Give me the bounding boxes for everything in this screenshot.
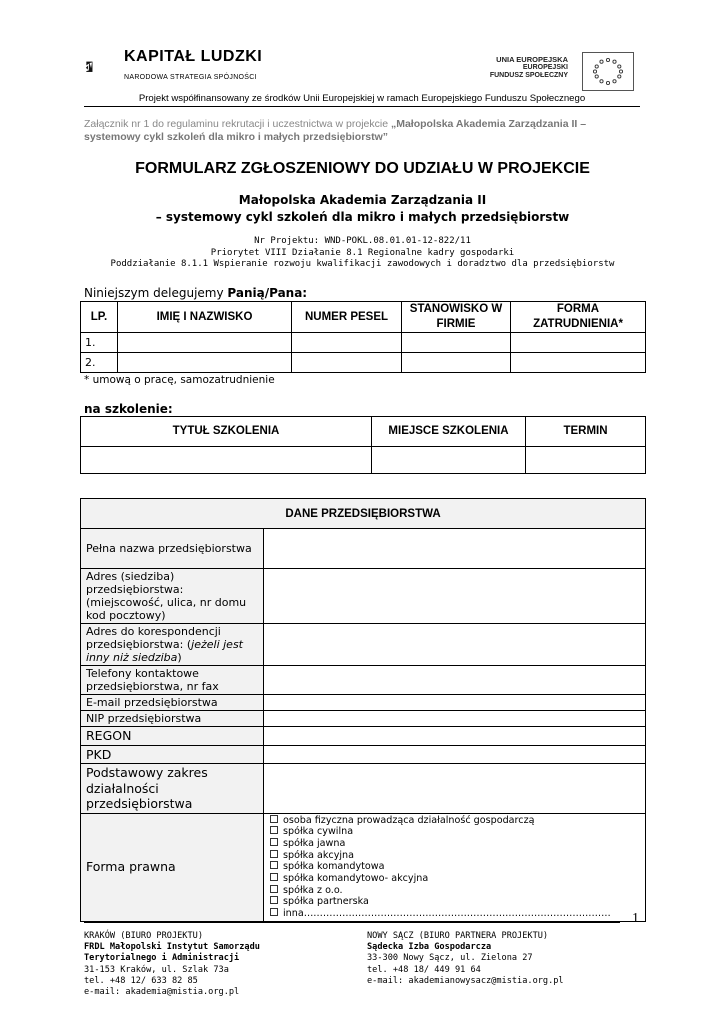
footer-divider xyxy=(84,922,620,923)
regon-field[interactable] xyxy=(264,727,646,746)
name-field[interactable] xyxy=(118,353,292,373)
project-subaction: Poddziałanie 8.1.1 Wspieranie rozwoju kwalifikacji zawodowych i doradztwo dla przedsiębiorstw xyxy=(110,259,615,269)
footer-right-line2 xyxy=(367,942,564,953)
email-field[interactable] xyxy=(264,695,646,711)
legal-option[interactable] xyxy=(270,908,639,920)
participants-table xyxy=(80,301,646,373)
legal-option[interactable] xyxy=(270,896,639,908)
employment-field[interactable] xyxy=(511,333,646,353)
project-priority: Priorytet VIII Działanie 8.1 Regionalne kadry gospodarki xyxy=(210,247,515,258)
employment-field[interactable] xyxy=(511,353,646,373)
checkbox-icon[interactable] xyxy=(270,896,278,904)
label-address: Adres (siedziba) przedsiębiorstwa: (miejscowość, ulica, nr domu kod pocztowy) xyxy=(81,569,264,624)
row-number: 2. xyxy=(81,353,118,373)
kapital-ludzki-title: KAPITAŁ LUDZKI xyxy=(124,48,263,65)
name-field[interactable] xyxy=(118,333,292,353)
legal-option-label: spółka komandytowo- akcyjna xyxy=(283,873,429,885)
subtitle-line2: – systemowy cykl szkoleń dla mikro i małych przedsiębiorstw xyxy=(155,210,570,224)
training-table xyxy=(80,416,646,474)
label-scope: Podstawowy zakres działalności przedsiębiorstwa xyxy=(81,764,264,814)
subtitle-line1: Małopolska Akademia Zarządzania II xyxy=(238,193,487,207)
label-nip: NIP przedsiębiorstwa xyxy=(81,711,264,727)
training-term-field[interactable] xyxy=(526,447,646,474)
header-name: IMIĘ I NAZWISKO xyxy=(118,302,292,333)
header-position: STANOWISKO W FIRMIE xyxy=(402,302,511,333)
footer-right-line4: tel. +48 18/ 449 91 64 xyxy=(367,964,481,975)
eu-flag-icon xyxy=(582,52,634,91)
legal-option-label: spółka cywilna xyxy=(283,826,354,838)
corr-prefix: Adres do korespondencji przedsiębiorstwa: ( xyxy=(86,625,221,651)
attachment-project-name: „Małopolska Akademia Zarządzania II – systemowy cykl szkoleń dla mikro i małych przedsiębiorstw” xyxy=(84,118,587,143)
label-full-name: Pełna nazwa przedsiębiorstwa xyxy=(81,529,264,569)
legal-option[interactable] xyxy=(270,873,639,885)
phones-field[interactable] xyxy=(264,666,646,695)
company-table xyxy=(80,498,646,922)
footer-right-line5: e-mail: akademianowysacz@mistia.org.pl xyxy=(367,975,564,986)
checkbox-icon[interactable] xyxy=(270,850,278,858)
label-email: E-mail przedsiębiorstwa xyxy=(81,695,264,711)
position-field[interactable] xyxy=(402,353,511,373)
legal-option[interactable] xyxy=(270,815,639,827)
legal-option-label: spółka partnerska xyxy=(283,896,369,908)
footer-left xyxy=(84,931,260,998)
legal-option-label: inna…………………………………………………………………………………… xyxy=(283,908,611,920)
footer-left-line2 xyxy=(84,942,260,953)
checkbox-icon[interactable] xyxy=(270,838,278,846)
legal-option-label: spółka komandytowa xyxy=(283,861,385,873)
eu-line3: FUNDUSZ SPOŁECZNY xyxy=(489,72,568,79)
legal-option-label: spółka z o.o. xyxy=(283,884,343,896)
legal-form-options xyxy=(264,813,646,921)
employment-footnote: * umową o pracę, samozatrudnienie xyxy=(84,374,275,386)
form-title: FORMULARZ ZGŁOSZENIOWY DO UDZIAŁU W PROJEKCIE xyxy=(135,160,590,177)
header-training-place: MIEJSCE SZKOLENIA xyxy=(372,417,526,447)
footer-left-org2: Terytorialnego i Administracji xyxy=(84,953,240,964)
header-training-title: TYTUŁ SZKOLENIA xyxy=(81,417,372,447)
header-employment: FORMA ZATRUDNIENIA* xyxy=(511,302,646,333)
correspondence-field[interactable] xyxy=(264,624,646,666)
header-lp: LP. xyxy=(81,302,118,333)
legal-option[interactable] xyxy=(270,885,639,897)
checkbox-icon[interactable] xyxy=(270,873,278,881)
legal-option[interactable] xyxy=(270,850,639,862)
header-pesel: NUMER PESEL xyxy=(292,302,402,333)
kapital-ludzki-subtitle: NARODOWA STRATEGIA SPÓJNOŚCI xyxy=(124,74,257,81)
table-row xyxy=(81,353,646,373)
project-number: Nr Projektu: WND-POKL.08.01.01-12-822/11 xyxy=(254,236,471,246)
legal-options-list xyxy=(264,814,645,921)
table-row xyxy=(81,333,646,353)
legal-option[interactable] xyxy=(270,826,639,838)
checkbox-icon[interactable] xyxy=(270,826,278,834)
label-phones: Telefony kontaktowe przedsiębiorstwa, nr fax xyxy=(81,666,264,695)
label-legal-form: Forma prawna xyxy=(81,813,264,921)
label-correspondence xyxy=(81,624,264,666)
pesel-field[interactable] xyxy=(292,353,402,373)
footer-right-org: Sądecka Izba Gospodarcza xyxy=(367,942,492,953)
pkd-field[interactable] xyxy=(264,745,646,764)
checkbox-icon[interactable] xyxy=(270,861,278,869)
corr-suffix: ) xyxy=(177,651,182,664)
training-title-field[interactable] xyxy=(81,447,372,474)
delegation-label xyxy=(84,286,307,300)
address-field[interactable] xyxy=(264,569,646,624)
nip-field[interactable] xyxy=(264,711,646,727)
scope-field[interactable] xyxy=(264,764,646,814)
footer-left-line3 xyxy=(84,953,260,964)
full-name-field[interactable] xyxy=(264,529,646,569)
eu-text-block xyxy=(450,56,568,80)
row-number: 1. xyxy=(81,333,118,353)
legal-option-label: spółka jawna xyxy=(283,837,346,849)
footer-left-line6: e-mail: akademia@mistia.org.pl xyxy=(84,987,240,998)
label-pkd: PKD xyxy=(81,745,264,764)
company-header: DANE PRZEDSIĘBIORSTWA xyxy=(81,499,646,529)
legal-option-label: spółka akcyjna xyxy=(283,849,355,861)
footer-right-line1: NOWY SĄCZ (BIURO PARTNERA PROJEKTU) xyxy=(367,931,549,941)
corr-italic: jeżeli jest inny niż siedziba xyxy=(86,638,243,664)
label-regon: REGON xyxy=(81,727,264,746)
footer-right xyxy=(367,931,564,987)
footer-left-line4: 31-153 Kraków, ul. Szlak 73a xyxy=(84,964,229,975)
footer-left-line1: KRAKÓW (BIURO PROJEKTU) xyxy=(84,931,203,941)
footer-right-line3: 33-300 Nowy Sącz, ul. Zielona 27 xyxy=(367,953,533,964)
project-info xyxy=(60,236,665,271)
position-field[interactable] xyxy=(402,333,511,353)
header-training-term: TERMIN xyxy=(526,417,646,447)
legal-option[interactable] xyxy=(270,861,639,873)
checkbox-icon[interactable] xyxy=(270,908,278,916)
kapital-ludzki-logo-icon xyxy=(84,42,124,92)
legal-option-label: osoba fizyczna prowadząca działalność gospodarczą xyxy=(283,814,535,826)
cofinance-line: Projekt współfinansowany ze środków Unii Europejskiej w ramach Europejskiego Funduszu Społecznego xyxy=(84,93,640,107)
eu-line1: UNIA EUROPEJSKA xyxy=(496,55,568,64)
pesel-field[interactable] xyxy=(292,333,402,353)
checkbox-icon[interactable] xyxy=(270,815,278,823)
training-label: na szkolenie: xyxy=(84,402,173,416)
training-place-field[interactable] xyxy=(372,447,526,474)
attachment-prefix: Załącznik nr 1 do regulaminu rekrutacji i uczestnictwa w projekcie xyxy=(84,118,391,130)
footer-left-line5: tel. +48 12/ 633 82 85 xyxy=(84,975,198,986)
checkbox-icon[interactable] xyxy=(270,885,278,893)
form-subtitle xyxy=(60,192,665,226)
attachment-note xyxy=(84,118,644,144)
footer-left-org: FRDL Małopolski Instytut Samorządu xyxy=(84,942,260,953)
page-number: 1 xyxy=(632,911,639,926)
legal-option[interactable] xyxy=(270,838,639,850)
delegation-prefix: Niniejszym delegujemy xyxy=(84,286,228,300)
delegation-bold: Panią/Pana: xyxy=(227,286,308,300)
eu-line2: EUROPEJSKI xyxy=(522,64,568,71)
